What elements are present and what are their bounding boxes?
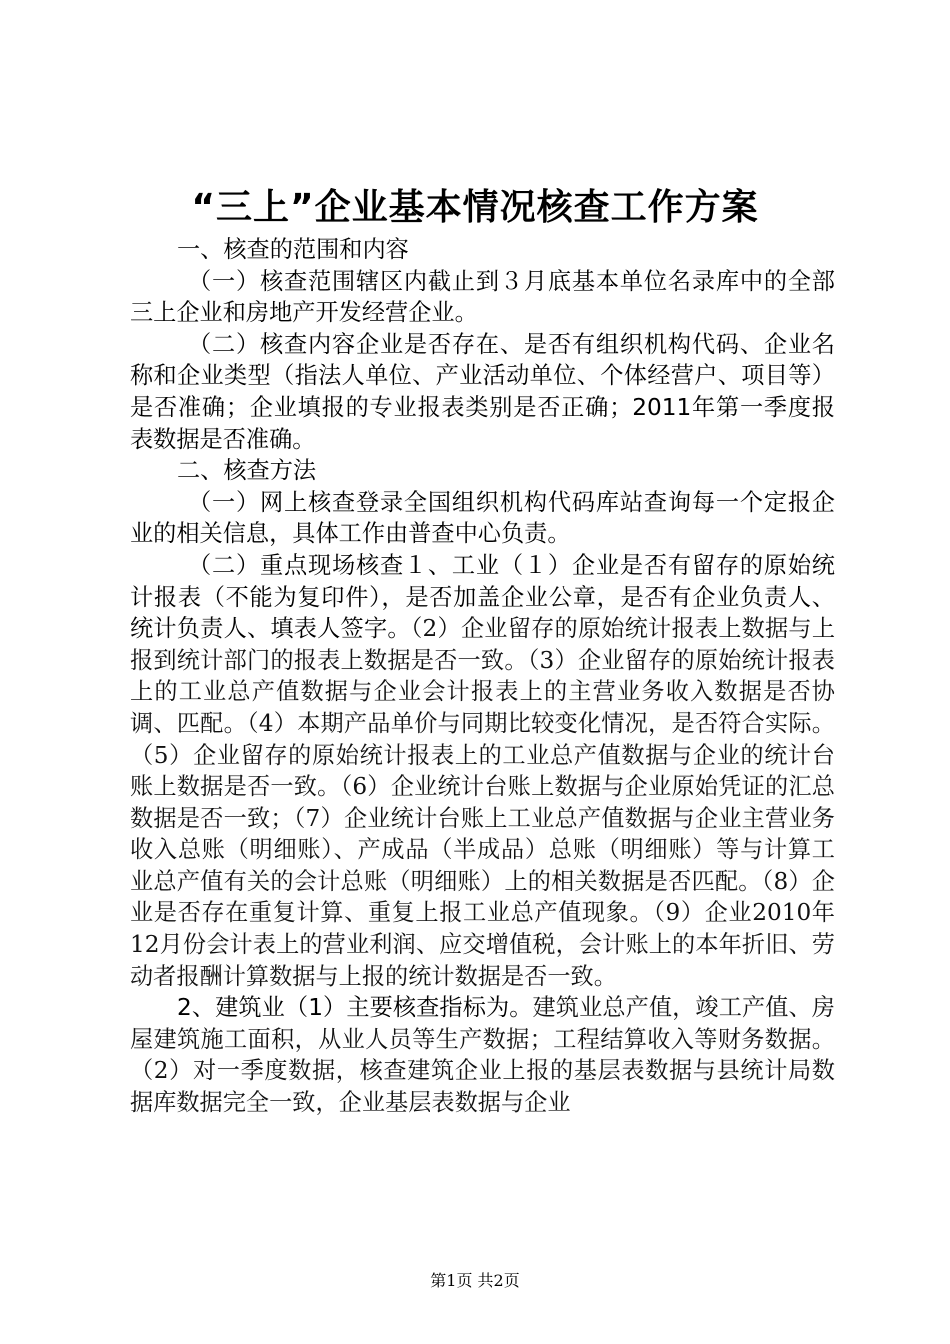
section-heading-scope: 一、核查的范围和内容	[177, 236, 409, 263]
paragraph-online-check: （一）网上核查登录全国组织机构代码库站查询每一个定报企业的相关信息，具体工作由普查中心负责。	[130, 488, 835, 548]
paragraph-scope: （一）核查范围辖区内截止到３月底基本单位名录库中的全部三上企业和房地产开发经营企业。	[130, 267, 835, 327]
construction-lead: 2、建筑业（1）主要核查指标为。	[177, 994, 533, 1022]
paragraph-content: （二）核查内容企业是否存在、是否有组织机构代码、企业名称和企业类型（指法人单位、产业活动单位、个体经营户、项目等）是否准确；企业填报的专业报表类别是否正确；2011年第一季度报表数据是否准确。	[130, 330, 835, 453]
paragraph-construction	[130, 992, 835, 1118]
onsite-check-details: （2）企业留存的原始统计报表上数据与上报到统计部门的报表上数据是否一致。（3）企业留存的原始统计报表上的工业总产值数据与企业会计报表上的主营业务收入数据是否协调、匹配。（4）本期产品单价与同期比较变化情况，是否符合实际。（5）企业留存的原始统计报表上的工业总产值数据与企业的统计台账上数据是否一致。（6）企业统计台账上数据与企业原始凭证的汇总数据是否一致；（7）企业统计台账上工业总产值数据与企业主营业务收入总账（明细账）、产成品（半成品）总账（明细账）等与计算工业总产值有关的会计总账（明细账）上的相关数据是否匹配。（8）企业是否存在重复计算、重复上报工业总产值现象。（9）企业2010年12月份会计表上的营业利润、应交增值税，会计账上的本年折旧、劳动者报酬计算数据与上报的统计数据是否一致。	[130, 615, 836, 990]
onsite-check-lead: （二）重点现场核查１、工业（１）企业是否有留存的原始统计报表（不能为复印件），是否加盖企业公章，是否有企业负责人、统计负责人、填表人签字。	[130, 551, 835, 643]
construction-details: 建筑业总产值，竣工产值、房屋建筑施工面积，从业人员等生产数据；工程结算收入等财务数据。（2）对一季度数据，核查建筑企业上报的基层表数据与县统计局数据库数据完全一致，企业基层表数据与企业	[130, 994, 835, 1117]
section-heading-method: 二、核查方法	[177, 457, 317, 485]
paragraph-onsite-check	[130, 550, 835, 992]
document-title: “三上”企业基本情况核查工作方案	[191, 187, 759, 228]
document-body	[130, 234, 835, 1119]
page-footer: 第1页 共2页	[430, 1271, 520, 1290]
